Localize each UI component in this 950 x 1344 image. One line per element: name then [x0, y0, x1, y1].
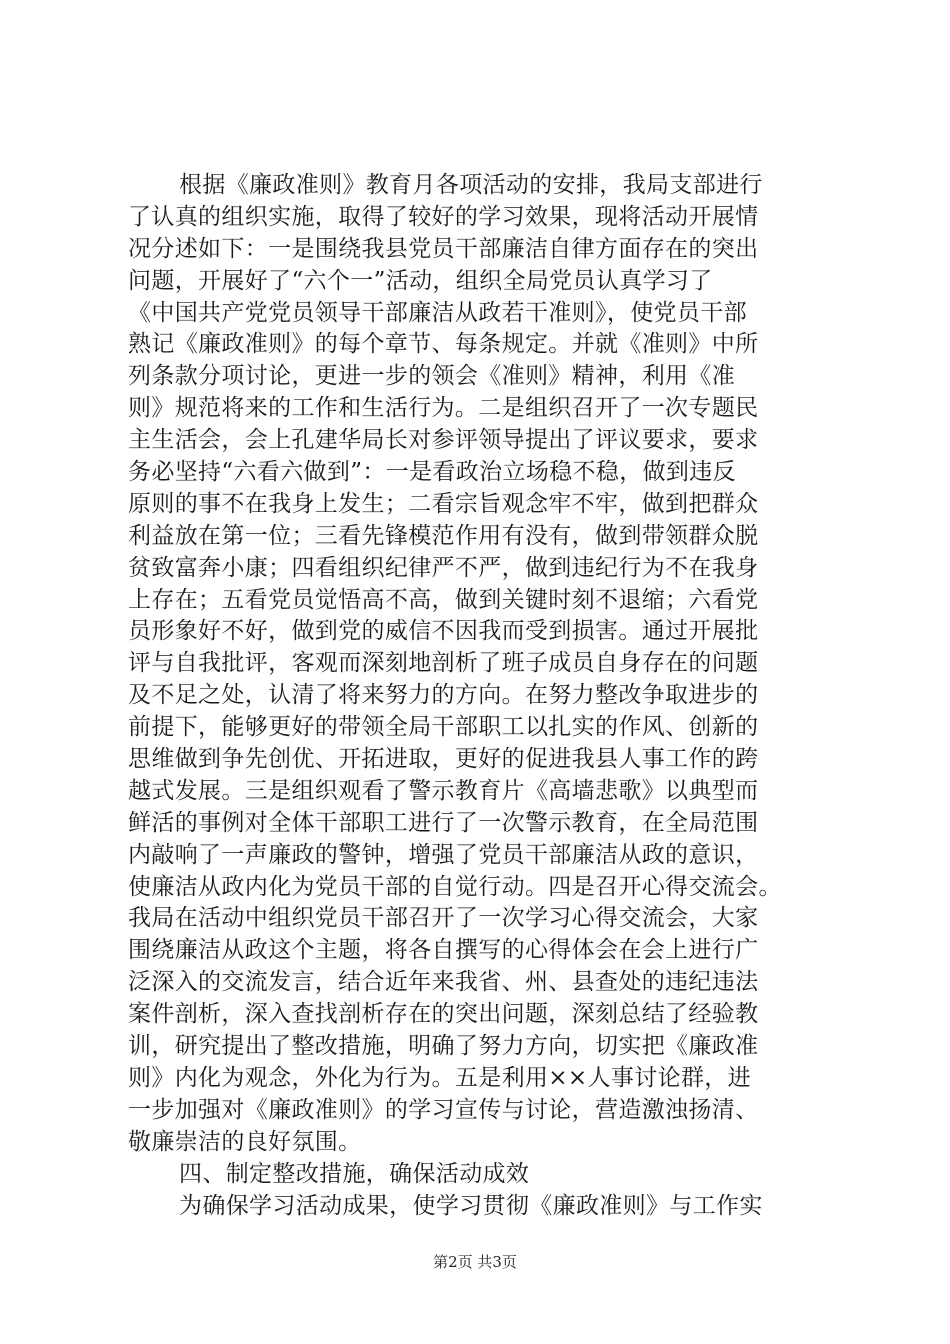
paragraph-line: 上存在；五看党员觉悟高不高，做到关键时刻不退缩；六看党: [128, 586, 759, 613]
paragraph-line: 越式发展。三是组织观看了警示教育片《高墙悲歌》以典型而: [128, 777, 759, 804]
paragraph-line: 贫致富奔小康；四看组织纪律严不严，做到违纪行为不在我身: [128, 554, 759, 581]
paragraph-line: 内敲响了一声廉政的警钟，增强了党员干部廉洁从政的意识，: [128, 841, 759, 868]
paragraph-line: 案件剖析，深入查找剖析存在的突出问题，深刻总结了经验教: [128, 1001, 759, 1028]
paragraph-line: 则》内化为观念，外化为行为。五是利用××人事讨论群，进: [128, 1064, 751, 1091]
paragraph-line: 前提下，能够更好的带领全局干部职工以扎实的作风、创新的: [128, 714, 759, 741]
paragraph-line: 况分述如下：一是围绕我县党员干部廉洁自律方面存在的突出: [128, 235, 759, 262]
paragraph-line: 敬廉崇洁的良好氛围。: [128, 1128, 362, 1155]
document-body: [128, 170, 828, 1222]
paragraph-line: 则》规范将来的工作和生活行为。二是组织召开了一次专题民: [128, 395, 759, 422]
paragraph-line: 利益放在第一位；三看先锋模范作用有没有，做到带领群众脱: [128, 522, 759, 549]
paragraph-line: 根据《廉政准则》教育月各项活动的安排，我局支部进行: [179, 172, 763, 198]
paragraph-line: 为确保学习活动成果，使学习贯彻《廉政准则》与工作实: [179, 1192, 763, 1219]
paragraph-line: 训，研究提出了整改措施，明确了努力方向，切实把《廉政准: [128, 1033, 759, 1060]
paragraph-line: 我局在活动中组织党员干部召开了一次学习心得交流会，大家: [128, 905, 759, 932]
paragraph-line: 使廉洁从政内化为党员干部的自觉行动。四是召开心得交流会。: [128, 873, 782, 900]
paragraph-line: 列条款分项讨论，更进一步的领会《准则》精神，利用《准: [128, 363, 736, 390]
paragraph-line: 围绕廉洁从政这个主题，将各自撰写的心得体会在会上进行广: [128, 937, 759, 964]
paragraph-line: 问题，开展好了“六个一”活动，组织全局党员认真学习了: [128, 267, 713, 294]
paragraph-line: 鲜活的事例对全体干部职工进行了一次警示教育，在全局范围: [128, 809, 759, 836]
paragraph-line: 了认真的组织实施，取得了较好的学习效果，现将活动开展情: [128, 203, 759, 230]
page-number-footer: 第2页 共3页: [433, 1253, 517, 1271]
section-heading: 四、制定整改措施，确保活动成效: [179, 1160, 530, 1187]
paragraph-line: 主生活会，会上孔建华局长对参评领导提出了评议要求，要求: [128, 427, 759, 454]
paragraph-line: 员形象好不好，做到党的威信不因我而受到损害。通过开展批: [128, 618, 759, 645]
paragraph-line: 务必坚持“六看六做到”：一是看政治立场稳不稳，做到违反: [128, 459, 736, 486]
paragraph-line: 熟记《廉政准则》的每个章节、每条规定。并就《准则》中所: [128, 331, 759, 358]
paragraph-line: 思维做到争先创优、开拓进取，更好的促进我县人事工作的跨: [128, 746, 759, 773]
paragraph-line: 一步加强对《廉政准则》的学习宣传与讨论，营造激浊扬清、: [128, 1096, 759, 1123]
paragraph-line: 泛深入的交流发言，结合近年来我省、州、县查处的违纪违法: [128, 969, 759, 996]
paragraph-line: 及不足之处，认清了将来努力的方向。在努力整改争取进步的: [128, 682, 759, 709]
paragraph-line: 原则的事不在我身上发生；二看宗旨观念牢不牢，做到把群众: [128, 490, 759, 517]
paragraph-line: 评与自我批评，客观而深刻地剖析了班子成员自身存在的问题: [128, 650, 759, 677]
paragraph-line: 《中国共产党党员领导干部廉洁从政若干准则》，使党员干部: [128, 299, 747, 326]
